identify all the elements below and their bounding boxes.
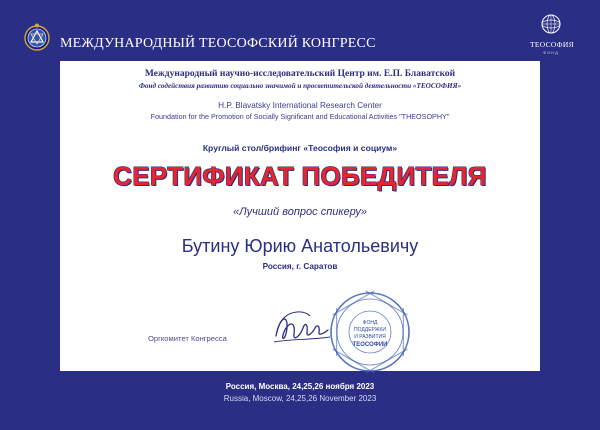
foundation-name-ru: Фонд содействия развитию социально значимой и просветительской деятельности «ТЕОСОФИЯ» (138, 82, 462, 90)
theosophy-logo-name: ТЕОСОФИЯ (530, 40, 574, 49)
signature-image (270, 306, 334, 348)
stamp-line-4: ТЕОСОФИИ (352, 342, 388, 348)
stamp-line-2: ПОДДЕРЖКИ (354, 327, 386, 333)
header-bar (0, 0, 600, 62)
recipient-location: Россия, г. Саратов (262, 262, 338, 271)
theosophy-fund-logo (530, 12, 572, 56)
center-name-en: H.P. Blavatsky International Research Center (218, 101, 382, 110)
lotus-sphere-icon (540, 12, 562, 38)
stamp-line-3: И РАЗВИТИЯ (354, 334, 386, 340)
organizing-committee-label: Оргкомитет Конгресса (148, 334, 227, 343)
stamp-line-1: ФОНД (362, 320, 378, 326)
theosophy-logo-sub: ФОНД (543, 50, 559, 55)
recipient-name: Бутину Юрию Анатольевичу (181, 236, 419, 256)
event-date-ru: Россия, Москва, 24,25,26 ноября 2023 (225, 382, 375, 391)
certificate-title: СЕРТИФИКАТ ПОБЕДИТЕЛЯ (113, 161, 487, 191)
center-name-ru: Международный научно-исследовательский Центр им. Е.П. Блаватской (144, 69, 456, 79)
foundation-stamp (328, 290, 412, 374)
congress-emblem-icon (22, 22, 52, 52)
foundation-name-en: Foundation for the Promotion of Socially Significant and Educational Activities "THEOSOPHY" (150, 112, 450, 121)
certificate-sheet (60, 61, 540, 371)
event-name: Круглый стол/брифинг «Теософия и социум» (202, 143, 398, 153)
nomination: «Лучший вопрос спикеру» (232, 206, 368, 218)
event-date-en: Russia, Moscow, 24,25,26 November 2023 (223, 394, 377, 403)
congress-title: МЕЖДУНАРОДНЫЙ ТЕОСОФСКИЙ КОНГРЕСС (60, 36, 376, 51)
